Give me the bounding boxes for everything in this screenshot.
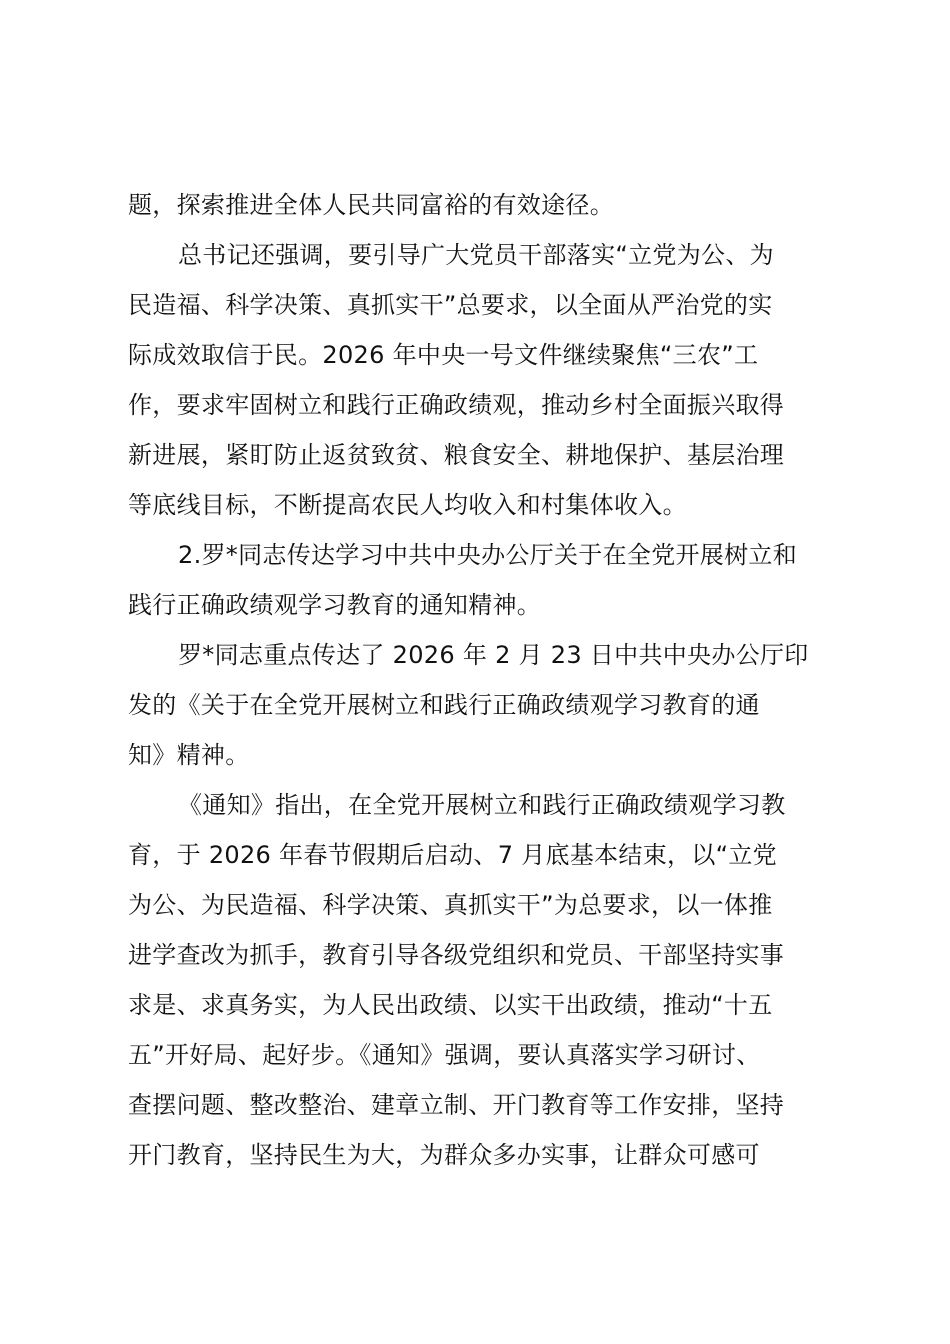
text-line: 为公、为民造福、科学决策、真抓实干”为总要求，以一体推 [128,891,773,919]
text-line: 进学查改为抓手，教育引导各级党组织和党员、干部坚持实事 [128,941,785,969]
text-line: 等底线目标，不断提高农民人均收入和村集体收入。 [128,491,687,519]
text-line: 新进展，紧盯防止返贫致贫、粮食安全、耕地保护、基层治理 [128,441,785,469]
text-line: 知》精神。 [128,741,250,769]
text-line: 践行正确政绩观学习教育的通知精神。 [128,591,542,619]
text-line: 总书记还强调，要引导广大党员干部落实“立党为公、为 [178,241,774,269]
text-line: 《通知》指出，在全党开展树立和践行正确政绩观学习教 [178,791,786,819]
text-line: 发的《关于在全党开展树立和践行正确政绩观学习教育的通 [128,691,760,719]
text-line: 2.罗*同志传达学习中共中央办公厅关于在全党开展树立和 [178,541,797,569]
paragraph-continuation [128,180,833,230]
document-page [128,180,833,1180]
section-heading-2 [128,530,833,630]
text-line: 际成效取信于民。2026 年中央一号文件继续聚焦“三农”工 [128,341,759,369]
text-line: 作，要求牢固树立和践行正确政绩观，推动乡村全面振兴取得 [128,391,785,419]
text-line: 五”开好局、起好步。《通知》强调，要认真落实学习研讨、 [128,1041,761,1069]
paragraph-notice-relay [128,630,833,780]
text-line: 开门教育，坚持民生为大，为群众多办实事，让群众可感可 [128,1141,760,1169]
paragraph-general-secretary [128,230,833,530]
text-line: 罗*同志重点传达了 2026 年 2 月 23 日中共中央办公厅印 [178,641,809,669]
text-line: 题，探索推进全体人民共同富裕的有效途径。 [128,191,614,219]
text-line: 民造福、科学决策、真抓实干”总要求，以全面从严治党的实 [128,291,773,319]
text-line: 求是、求真务实，为人民出政绩、以实干出政绩，推动“十五 [128,991,773,1019]
text-line: 查摆问题、整改整治、建章立制、开门教育等工作安排，坚持 [128,1091,785,1119]
text-line: 育，于 2026 年春节假期后启动、7 月底基本结束，以“立党 [128,841,777,869]
paragraph-notice-content [128,780,833,1180]
